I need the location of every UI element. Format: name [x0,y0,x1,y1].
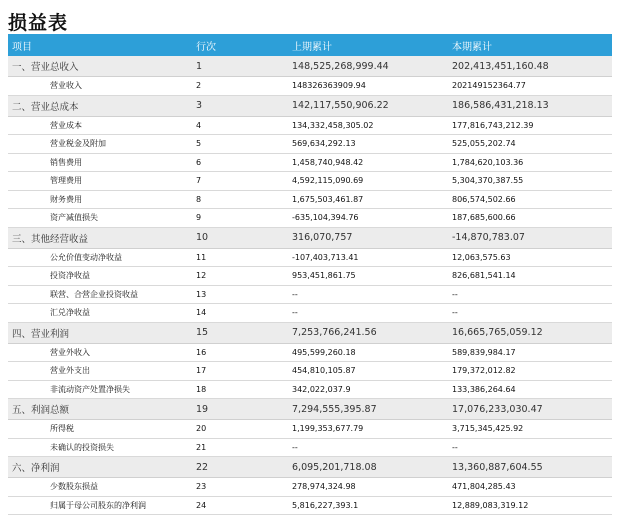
row-item: 二、营业总成本 [8,99,194,113]
row-line-number: 1 [194,61,290,72]
row-current-value: 589,839,984.17 [450,348,612,357]
row-current-value: 202149152364.77 [450,81,612,90]
table-row [8,191,612,210]
row-line-number: 8 [194,195,290,204]
row-line-number: 5 [194,139,290,148]
row-current-value: 186,586,431,218.13 [450,100,612,111]
row-previous-value: -107,403,713.41 [290,253,450,262]
header-line-number: 行次 [194,38,290,53]
row-line-number: 19 [194,404,290,415]
row-current-value: 187,685,600.66 [450,213,612,222]
row-item: 管理费用 [8,175,194,186]
row-line-number: 7 [194,176,290,185]
table-row [8,478,612,497]
row-previous-value: 142,117,550,906.22 [290,100,450,111]
table-header [8,34,612,56]
row-line-number: 15 [194,327,290,338]
row-line-number: 24 [194,501,290,510]
row-item: 归属于母公司股东的净利润 [8,500,194,511]
row-previous-value: 953,451,861.75 [290,271,450,280]
table-row [8,77,612,96]
row-previous-value: -- [290,290,450,299]
row-line-number: 14 [194,308,290,317]
row-current-value: 806,574,502.66 [450,195,612,204]
row-current-value: 826,681,541.14 [450,271,612,280]
row-item: 五、利润总额 [8,402,194,416]
row-current-value: 12,889,083,319.12 [450,501,612,510]
row-current-value: 12,063,575.63 [450,253,612,262]
row-current-value: 202,413,451,160.48 [450,61,612,72]
row-line-number: 10 [194,232,290,243]
row-current-value: 133,386,264.64 [450,385,612,394]
row-item: 销售费用 [8,157,194,168]
table-row [8,249,612,268]
row-line-number: 23 [194,482,290,491]
row-previous-value: 1,458,740,948.42 [290,158,450,167]
row-item: 汇兑净收益 [8,307,194,318]
row-item: 四、营业利润 [8,326,194,340]
row-previous-value: 7,294,555,395.87 [290,404,450,415]
table-row [8,117,612,136]
table-row [8,267,612,286]
row-previous-value: 6,095,201,718.08 [290,462,450,473]
row-line-number: 9 [194,213,290,222]
table-row [8,154,612,173]
row-current-value: 1,784,620,103.36 [450,158,612,167]
row-item: 营业成本 [8,120,194,131]
row-previous-value: 5,816,227,393.1 [290,501,450,510]
row-line-number: 20 [194,424,290,433]
row-line-number: 22 [194,462,290,473]
row-line-number: 17 [194,366,290,375]
header-previous-period: 上期累计 [290,38,450,53]
row-item: 财务费用 [8,194,194,205]
row-previous-value: 569,634,292.13 [290,139,450,148]
row-item: 三、其他经营收益 [8,231,194,245]
page-title: 损益表 [8,8,68,35]
row-line-number: 3 [194,100,290,111]
row-previous-value: 1,675,503,461.87 [290,195,450,204]
row-line-number: 6 [194,158,290,167]
row-previous-value: -- [290,308,450,317]
income-statement-table [8,34,612,515]
table-row [8,420,612,439]
section-row [8,56,612,77]
row-current-value: -- [450,443,612,452]
table-row [8,209,612,228]
row-item: 六、净利润 [8,460,194,474]
row-line-number: 12 [194,271,290,280]
table-row [8,362,612,381]
row-line-number: 2 [194,81,290,90]
row-previous-value: 342,022,037.9 [290,385,450,394]
table-row [8,135,612,154]
row-previous-value: -- [290,443,450,452]
row-item: 少数股东损益 [8,481,194,492]
row-item: 联营、合营企业投资收益 [8,289,194,300]
row-item: 营业收入 [8,80,194,91]
header-item: 项目 [8,38,194,53]
row-current-value: 177,816,743,212.39 [450,121,612,130]
row-line-number: 4 [194,121,290,130]
row-item: 未确认的投资损失 [8,442,194,453]
row-current-value: 5,304,370,387.55 [450,176,612,185]
table-row [8,439,612,458]
row-item: 所得税 [8,423,194,434]
table-row [8,344,612,363]
row-previous-value: 148326363909.94 [290,81,450,90]
row-item: 一、营业总收入 [8,59,194,73]
row-item: 公允价值变动净收益 [8,252,194,263]
row-line-number: 18 [194,385,290,394]
row-current-value: 17,076,233,030.47 [450,404,612,415]
table-body [8,56,612,515]
table-row [8,304,612,323]
section-row [8,323,612,344]
row-current-value: 179,372,012.82 [450,366,612,375]
row-current-value: 16,665,765,059.12 [450,327,612,338]
row-previous-value: 7,253,766,241.56 [290,327,450,338]
row-previous-value: 495,599,260.18 [290,348,450,357]
table-row [8,286,612,305]
row-item: 资产减值损失 [8,212,194,223]
table-row [8,497,612,515]
row-current-value: -- [450,308,612,317]
row-previous-value: 4,592,115,090.69 [290,176,450,185]
table-row [8,172,612,191]
row-item: 营业税金及附加 [8,138,194,149]
row-line-number: 13 [194,290,290,299]
row-previous-value: 278,974,324.98 [290,482,450,491]
row-current-value: 525,055,202.74 [450,139,612,148]
row-previous-value: 316,070,757 [290,232,450,243]
row-item: 投资净收益 [8,270,194,281]
row-previous-value: 454,810,105.87 [290,366,450,375]
row-current-value: 471,804,285.43 [450,482,612,491]
section-row [8,457,612,478]
row-previous-value: 1,199,353,677.79 [290,424,450,433]
row-line-number: 11 [194,253,290,262]
row-item: 营业外收入 [8,347,194,358]
section-row [8,96,612,117]
row-previous-value: 134,332,458,305.02 [290,121,450,130]
section-row [8,399,612,420]
row-current-value: -14,870,783.07 [450,232,612,243]
row-item: 非流动资产处置净损失 [8,384,194,395]
row-current-value: -- [450,290,612,299]
row-line-number: 21 [194,443,290,452]
table-row [8,381,612,400]
section-row [8,228,612,249]
row-item: 营业外支出 [8,365,194,376]
row-previous-value: -635,104,394.76 [290,213,450,222]
row-current-value: 3,715,345,425.92 [450,424,612,433]
row-current-value: 13,360,887,604.55 [450,462,612,473]
row-line-number: 16 [194,348,290,357]
row-previous-value: 148,525,268,999.44 [290,61,450,72]
header-current-period: 本期累计 [450,38,612,53]
